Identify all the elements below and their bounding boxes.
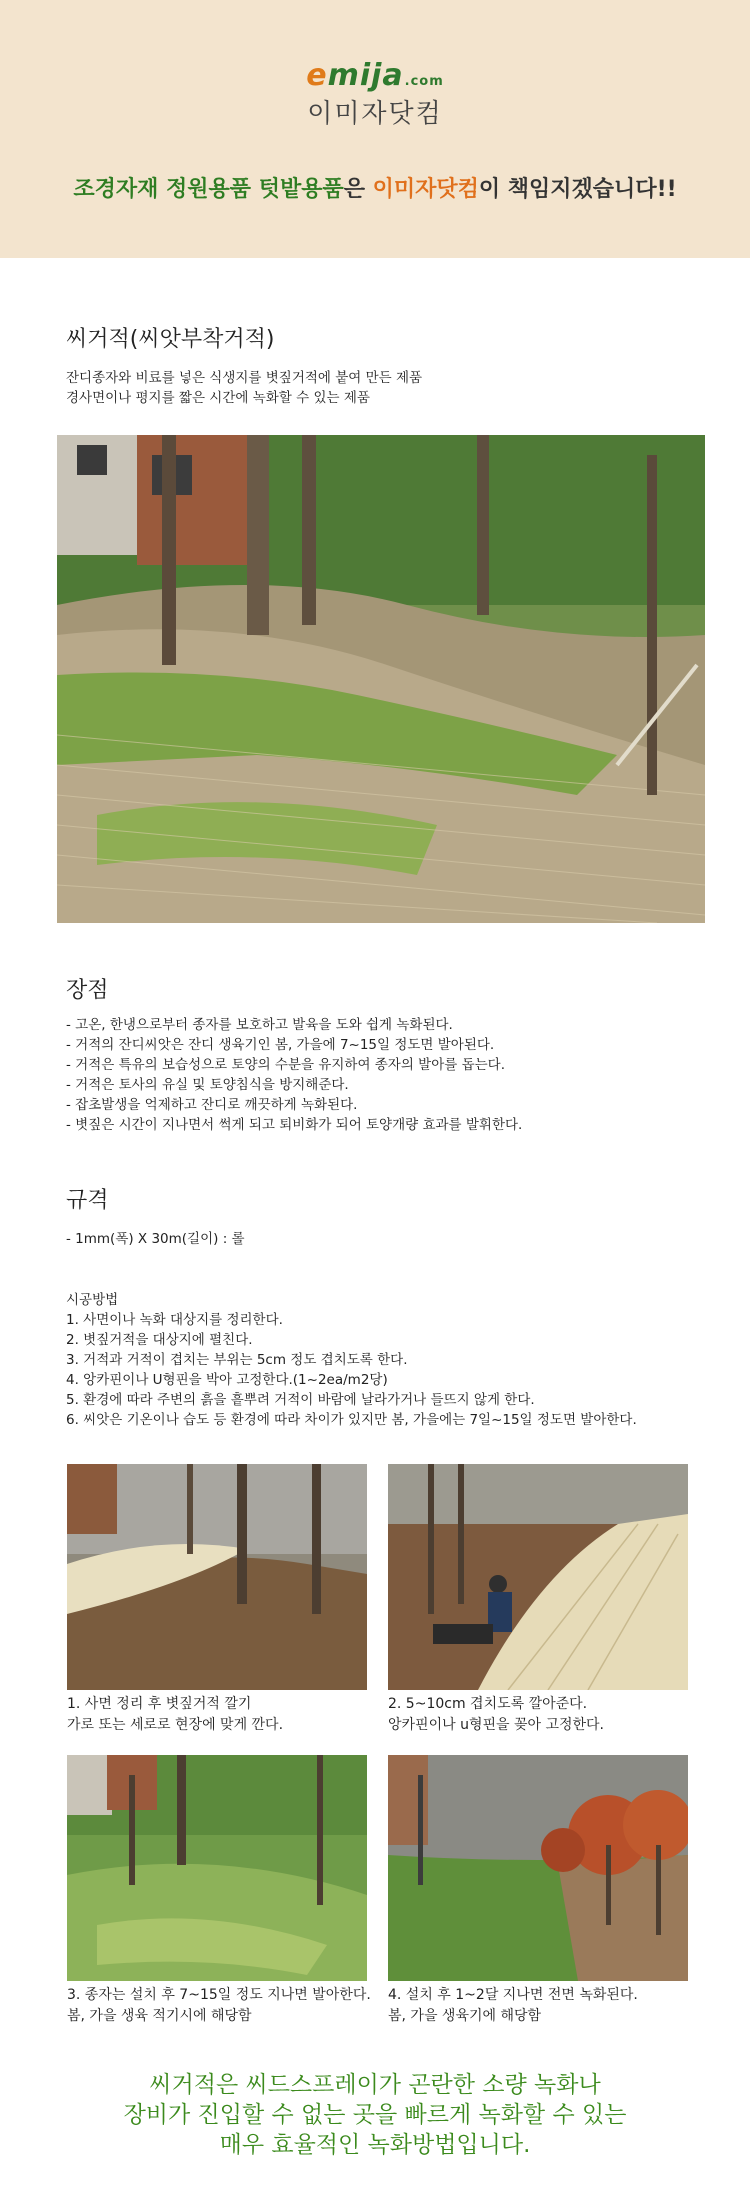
method-step: 3. 거적과 거적이 겹치는 부위는 5cm 정도 겹치도록 한다. xyxy=(66,1352,408,1368)
step-photo-3 xyxy=(67,1755,367,1981)
step-caption-4: 4. 설치 후 1~2달 지나면 전면 녹화된다. 봄, 가을 생육기에 해당함 xyxy=(388,1987,638,2024)
description-line: 경사면이나 평지를 짧은 시간에 녹화할 수 있는 제품 xyxy=(66,390,370,406)
closing-line: 씨거적은 씨드스프레이가 곤란한 소량 녹화나 xyxy=(149,2072,601,2098)
spec-line: - 1mm(폭) X 30m(길이) : 롤 xyxy=(66,1231,245,1247)
advantage-item: - 볏짚은 시간이 지나면서 썩게 되고 퇴비화가 되어 토양개량 효과를 발휘한다. xyxy=(66,1117,523,1133)
method-step: 1. 사면이나 녹화 대상지를 정리한다. xyxy=(66,1312,283,1328)
closing-line: 매우 효율적인 녹화방법입니다. xyxy=(219,2132,531,2158)
advantage-item: - 거적은 토사의 유실 및 토양침식을 방지해준다. xyxy=(66,1077,349,1093)
step-caption-2: 2. 5~10cm 겹치도록 깔아준다. 앙카핀이나 u형핀을 꽂아 고정한다. xyxy=(388,1696,605,1733)
method-step: 5. 환경에 따라 주변의 흙을 흩뿌려 거적이 바람에 날라가거나 들뜨지 않게 한다. xyxy=(66,1392,535,1408)
method-step: 4. 앙카핀이나 U형핀을 박아 고정한다.(1~2ea/m2당) xyxy=(66,1372,388,1388)
step-photo-4 xyxy=(388,1755,688,1981)
site-logo[interactable] xyxy=(0,58,750,130)
method-steps xyxy=(66,1310,637,1430)
closing-message xyxy=(0,2070,750,2160)
method-step: 6. 씨앗은 기온이나 습도 등 환경에 따라 차이가 있지만 봄, 가을에는 7일~15일 정도면 발아한다. xyxy=(66,1412,637,1428)
advantage-item: - 거적은 특유의 보습성으로 토양의 수분을 유지하여 종자의 발아를 돕는다. xyxy=(66,1057,506,1073)
closing-line: 장비가 진입할 수 없는 곳을 빠르게 녹화할 수 있는 xyxy=(123,2102,627,2128)
advantages-title: 장점 xyxy=(66,978,109,1003)
spec-title: 규격 xyxy=(66,1188,109,1213)
product-description xyxy=(66,368,422,408)
step-caption-3: 3. 종자는 설치 후 7~15일 정도 지나면 발아한다. 봄, 가을 생육 적기시에 해당함 xyxy=(67,1987,371,2024)
product-title: 씨거적(씨앗부착거적) xyxy=(66,327,275,352)
advantage-item: - 거적의 잔디씨앗은 잔디 생육기인 봄, 가을에 7~15일 정도면 발아된다. xyxy=(66,1037,495,1053)
method-title: 시공방법 xyxy=(66,1292,119,1308)
advantages-list xyxy=(66,1015,522,1135)
logo-wordmark: emija.com xyxy=(306,58,444,93)
header-tagline: 조경자재 정원용품 텃밭용품은 이미자닷컴이 책임지겠습니다!! xyxy=(73,177,677,202)
main-product-photo xyxy=(57,435,705,923)
method-step: 2. 볏짚거적을 대상지에 펼친다. xyxy=(66,1332,253,1348)
description-line: 잔디종자와 비료를 넣은 식생지를 볏짚거적에 붙여 만든 제품 xyxy=(66,370,423,386)
step-photo-1 xyxy=(67,1464,367,1690)
step-caption-1: 1. 사면 정리 후 볏짚거적 깔기 가로 또는 세로로 현장에 맞게 깐다. xyxy=(67,1696,284,1733)
advantage-item: - 잡초발생을 억제하고 잔디로 깨끗하게 녹화된다. xyxy=(66,1097,358,1113)
step-photo-2 xyxy=(388,1464,688,1690)
advantage-item: - 고온, 한냉으로부터 종자를 보호하고 발육을 도와 쉽게 녹화된다. xyxy=(66,1017,453,1033)
logo-korean-text: 이미자닷컴 xyxy=(307,99,443,129)
header-banner xyxy=(0,0,750,258)
